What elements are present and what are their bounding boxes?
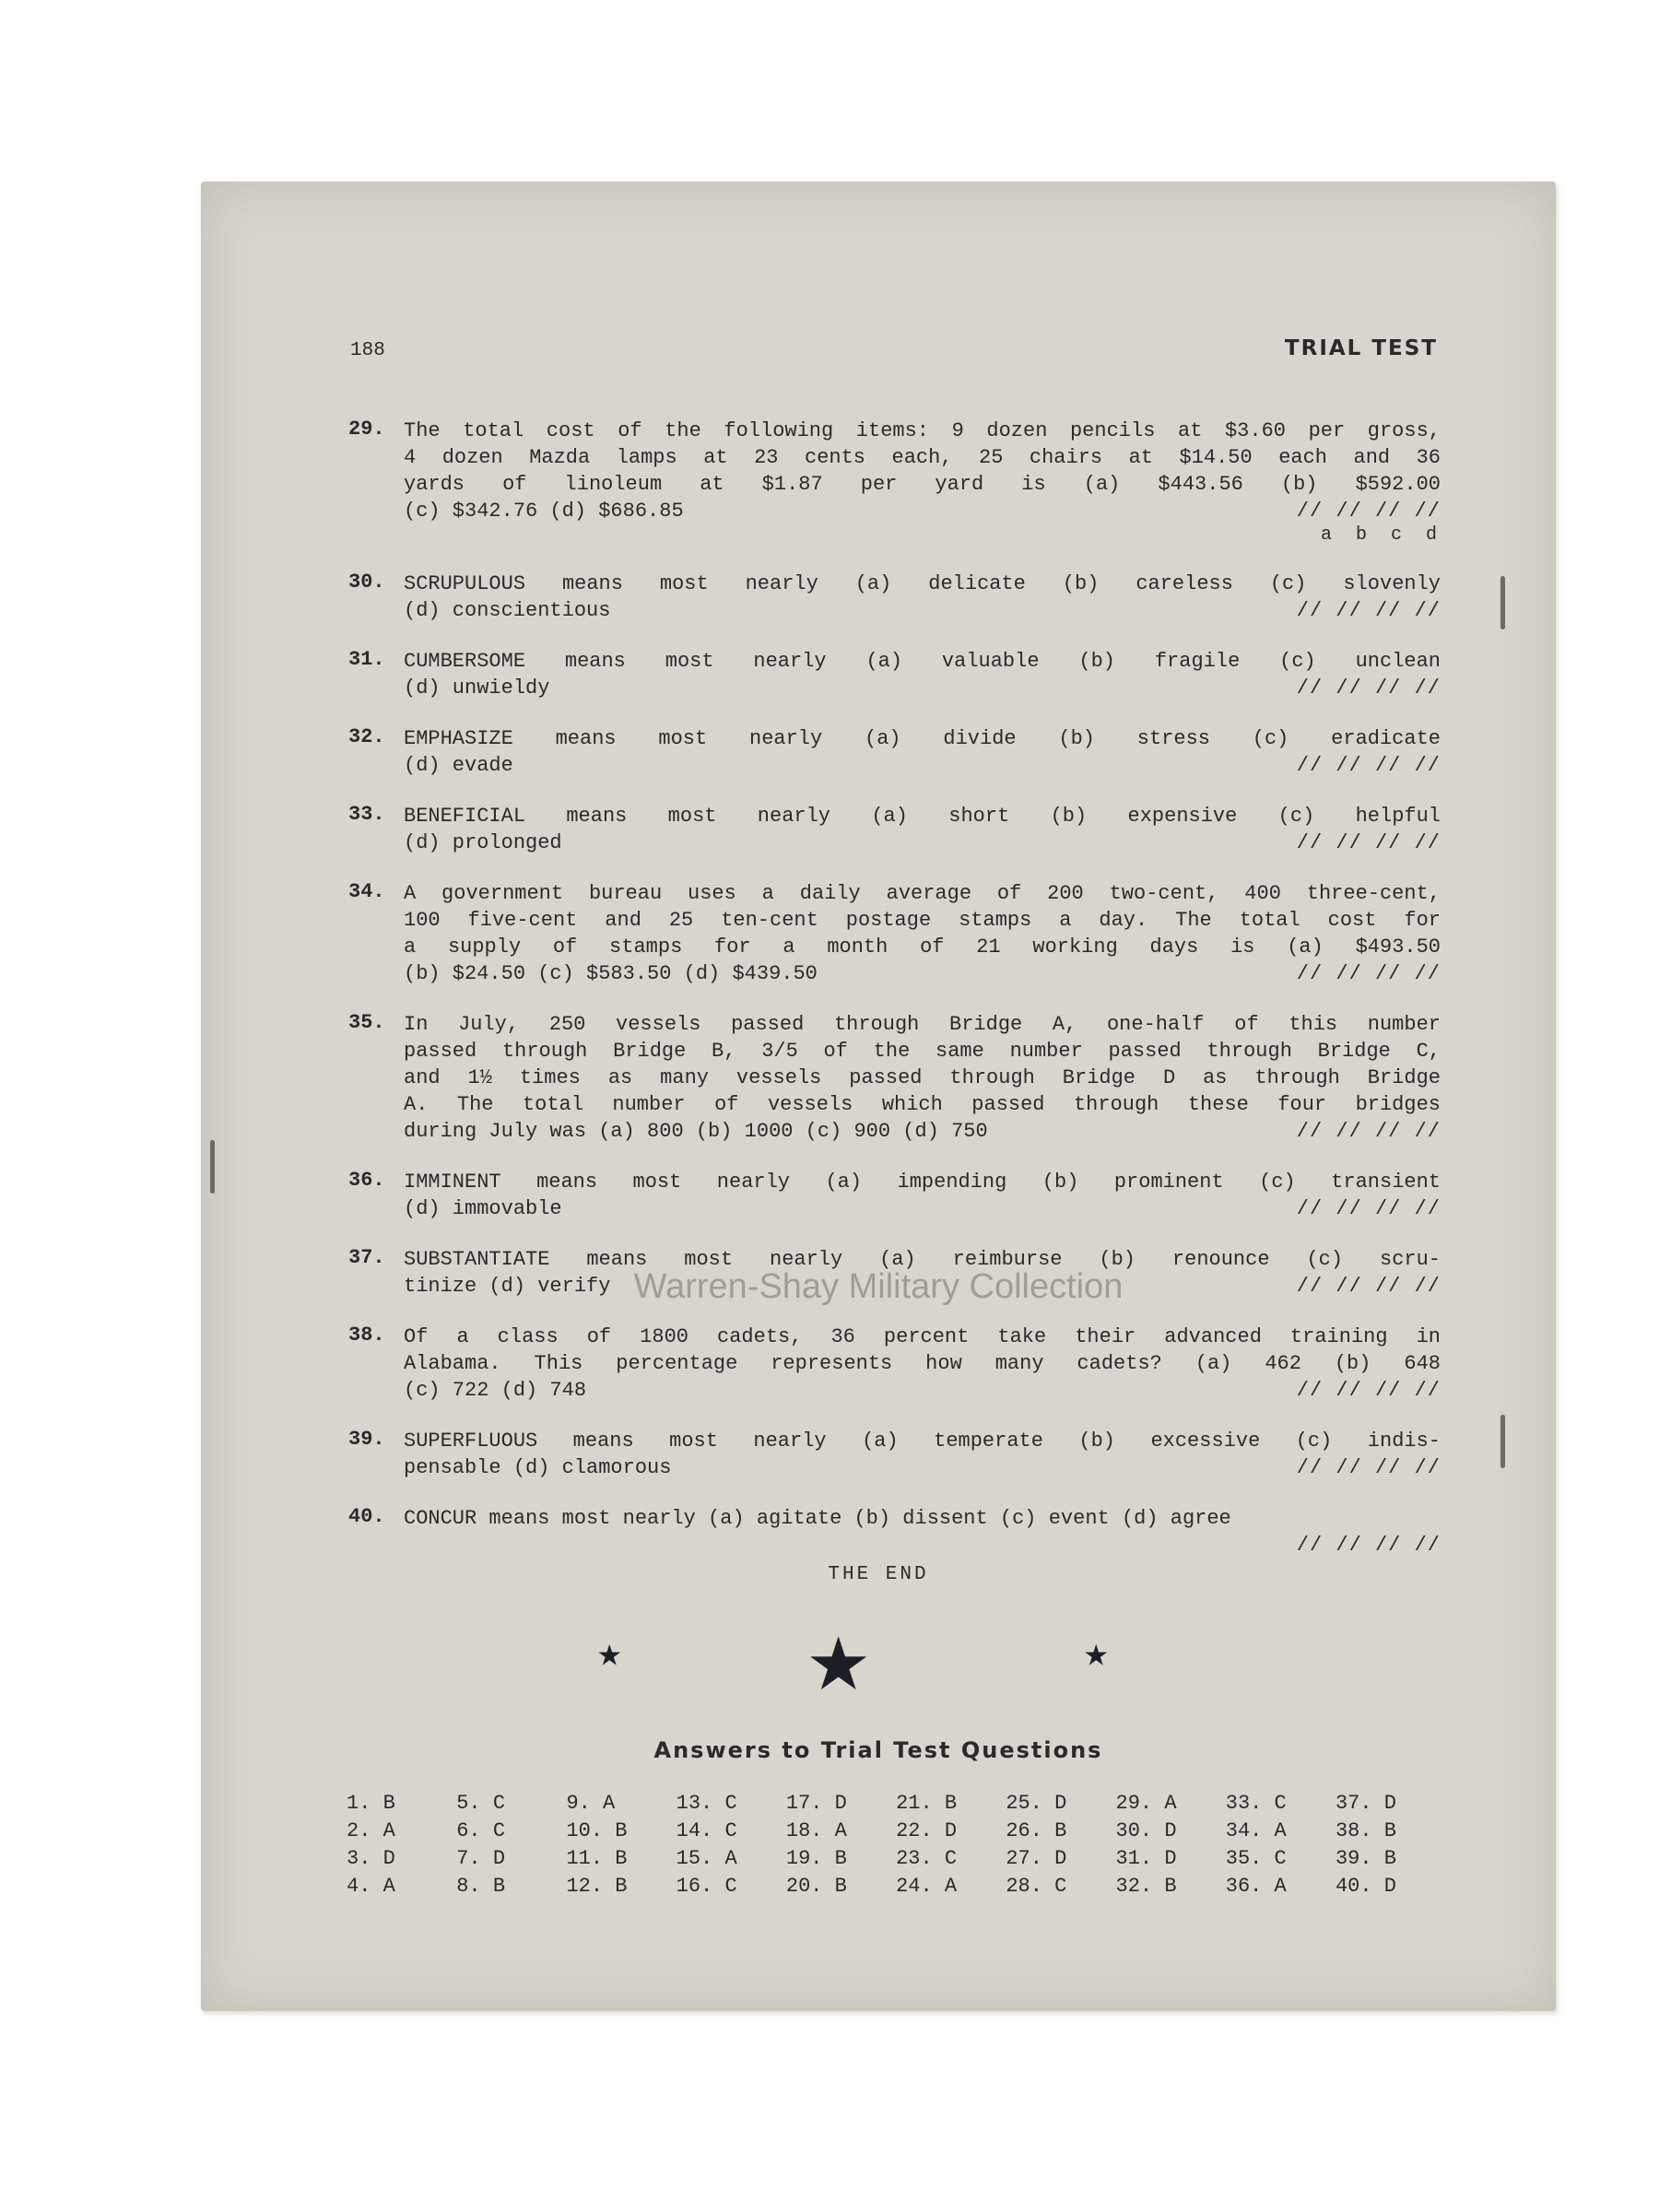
page-number: 188 <box>350 340 385 361</box>
question-number: 31. <box>348 648 385 671</box>
answer-entry: 9. A <box>566 1792 616 1815</box>
question-number: 39. <box>348 1428 385 1451</box>
question-text-line: (d) prolonged <box>404 831 562 854</box>
question-body <box>404 1011 1441 1145</box>
answer-entry: 11. B <box>566 1847 628 1870</box>
question-body <box>404 880 1441 987</box>
answer-entry: 6. C <box>456 1819 506 1842</box>
answer-entry: 18. A <box>785 1819 847 1842</box>
question-body <box>404 725 1441 779</box>
question-number: 34. <box>348 880 385 903</box>
question-text-line: (d) conscientious <box>404 599 611 622</box>
answer-entry: 27. D <box>1006 1847 1067 1870</box>
answer-row <box>347 1818 1439 1845</box>
answer-entry: 35. C <box>1225 1847 1287 1870</box>
answer-entry: 4. A <box>347 1875 395 1898</box>
answer-entry: 1. B <box>347 1792 395 1815</box>
answer-entry: 29. A <box>1115 1792 1177 1815</box>
question-item <box>348 418 1441 547</box>
staple-left <box>210 1140 215 1194</box>
answer-entry: 7. D <box>456 1847 506 1870</box>
question-number: 29. <box>348 418 385 441</box>
answer-entry: 23. C <box>896 1847 958 1870</box>
question-body <box>404 1428 1441 1481</box>
answer-entry: 12. B <box>566 1875 628 1898</box>
answer-entry: 17. D <box>785 1792 847 1815</box>
answer-row <box>347 1845 1439 1873</box>
question-item <box>348 803 1441 856</box>
question-item <box>348 1505 1441 1559</box>
answer-marks: // // // // <box>1296 754 1441 777</box>
answer-entry: 25. D <box>1006 1792 1067 1815</box>
question-text-line: Of a class of 1800 cadets, 36 percent take their advanced training in <box>404 1325 1441 1348</box>
answer-entry: 22. D <box>896 1819 958 1842</box>
question-text-line: CUMBERSOME means most nearly (a) valuable (b) fragile (c) unclean <box>404 650 1441 673</box>
question-text-line: A government bureau uses a daily average of 200 two-cent, 400 three-cent, <box>404 882 1441 905</box>
question-text-line: The total cost of the following items: 9 dozen pencils at $3.60 per gross, <box>404 419 1441 442</box>
question-body <box>404 803 1441 856</box>
large-star-center-icon: ★ <box>807 1605 870 1722</box>
answer-marks: // // // // <box>1296 962 1441 985</box>
question-body <box>404 418 1441 547</box>
answer-marks: // // // // <box>1296 831 1441 854</box>
question-list <box>348 418 1441 1583</box>
question-text-line: IMMINENT means most nearly (a) impending (b) prominent (c) transient <box>404 1171 1441 1194</box>
answer-entry: 19. B <box>785 1847 847 1870</box>
answer-entry: 33. C <box>1225 1792 1287 1815</box>
answer-entry: 13. C <box>676 1792 737 1815</box>
question-text-line: (c) $342.76 (d) $686.85 <box>404 500 684 523</box>
question-item <box>348 648 1441 701</box>
question-text-line: In July, 250 vessels passed through Bridge A, one-half of this number <box>404 1013 1441 1036</box>
question-text-line: (d) unwieldy <box>404 677 550 700</box>
question-text-line: SCRUPULOUS means most nearly (a) delicate (b) careless (c) slovenly <box>404 572 1441 595</box>
question-text-line: EMPHASIZE means most nearly (a) divide (b) stress (c) eradicate <box>404 727 1441 750</box>
question-body <box>404 1324 1441 1404</box>
answer-entry: 39. B <box>1335 1847 1396 1870</box>
question-body <box>404 1169 1441 1222</box>
answer-marks: // // // // <box>1296 1120 1441 1143</box>
question-number: 32. <box>348 725 385 748</box>
question-text-line: passed through Bridge B, 3/5 of the same number passed through Bridge C, <box>404 1040 1441 1063</box>
answer-entry: 10. B <box>566 1819 628 1842</box>
question-body <box>404 571 1441 624</box>
answer-entry: 32. B <box>1115 1875 1177 1898</box>
question-number: 40. <box>348 1505 385 1528</box>
answer-entry: 3. D <box>347 1847 395 1870</box>
star-ornament <box>201 1605 1556 1722</box>
answer-entry: 31. D <box>1115 1847 1177 1870</box>
question-text-line: a supply of stamps for a month of 21 working days is (a) $493.50 <box>404 935 1441 959</box>
answer-entry: 14. C <box>676 1819 737 1842</box>
question-number: 33. <box>348 803 385 826</box>
question-item <box>348 1011 1441 1145</box>
question-text-line: (c) 722 (d) 748 <box>404 1379 587 1402</box>
answer-entry: 30. D <box>1115 1819 1177 1842</box>
question-text-line: SUPERFLUOUS means most nearly (a) temperate (b) excessive (c) indis- <box>404 1430 1441 1453</box>
question-item <box>348 571 1441 624</box>
question-item <box>348 1428 1441 1481</box>
staple-top-right <box>1500 576 1505 629</box>
answer-entry: 21. B <box>896 1792 958 1815</box>
question-text-line: yards of linoleum at $1.87 per yard is (a) $443.56 (b) $592.00 <box>404 473 1441 496</box>
choice-letters: a b c d <box>1320 524 1437 546</box>
small-star-left-icon: ★ <box>597 1632 622 1678</box>
answer-entry: 38. B <box>1335 1819 1396 1842</box>
answer-key <box>347 1790 1439 1900</box>
question-item <box>348 725 1441 779</box>
answer-row <box>347 1873 1439 1900</box>
question-text-line: 4 dozen Mazda lamps at 23 cents each, 25 chairs at $14.50 each and 36 <box>404 446 1441 469</box>
test-page <box>201 182 1556 2011</box>
answer-entry: 5. C <box>456 1792 506 1815</box>
end-title: THE END <box>828 1564 929 1585</box>
answer-entry: 36. A <box>1225 1875 1287 1898</box>
question-text-line: tinize (d) verify <box>404 1275 611 1298</box>
answer-marks: // // // // <box>1296 1275 1441 1298</box>
answer-entry: 40. D <box>1335 1875 1396 1898</box>
question-item <box>348 880 1441 987</box>
answer-entry: 8. B <box>456 1875 506 1898</box>
question-text-line: BENEFICIAL means most nearly (a) short (b) expensive (c) helpful <box>404 805 1441 828</box>
question-text-line: SUBSTANTIATE means most nearly (a) reimburse (b) renounce (c) scru- <box>404 1248 1441 1271</box>
answer-entry: 20. B <box>785 1875 847 1898</box>
answer-marks: // // // // <box>1296 1456 1441 1479</box>
question-body <box>404 1505 1441 1559</box>
question-number: 35. <box>348 1011 385 1034</box>
section-title: TRIAL TEST <box>1284 336 1438 360</box>
answer-entry: 15. A <box>676 1847 737 1870</box>
question-text-line: (d) immovable <box>404 1197 562 1220</box>
question-text-line: A. The total number of vessels which passed through these four bridges <box>404 1093 1441 1116</box>
question-number: 38. <box>348 1324 385 1347</box>
question-text-line: and 1½ times as many vessels passed through Bridge D as through Bridge <box>404 1066 1441 1089</box>
question-item <box>348 1169 1441 1222</box>
answer-marks: // // // // <box>1296 599 1441 622</box>
answer-entry: 37. D <box>1335 1792 1396 1815</box>
question-text-line: (d) evade <box>404 754 513 777</box>
question-number: 36. <box>348 1169 385 1192</box>
answer-marks: // // // // <box>1296 1379 1441 1402</box>
question-item <box>348 1324 1441 1404</box>
answer-marks: // // // // <box>1296 677 1441 700</box>
small-star-right-icon: ★ <box>1084 1632 1109 1678</box>
answer-marks: // // // // <box>1296 1534 1441 1557</box>
answer-entry: 16. C <box>676 1875 737 1898</box>
staple-bottom-right <box>1500 1415 1505 1468</box>
question-text-line: during July was (a) 800 (b) 1000 (c) 900 (d) 750 <box>404 1120 988 1143</box>
answer-entry: 2. A <box>347 1819 395 1842</box>
answer-entry: 34. A <box>1225 1819 1287 1842</box>
question-number: 37. <box>348 1246 385 1269</box>
question-number: 30. <box>348 571 385 594</box>
answers-title: Answers to Trial Test Questions <box>653 1737 1103 1763</box>
question-text-line: pensable (d) clamorous <box>404 1456 672 1479</box>
answer-marks: // // // // <box>1296 1197 1441 1220</box>
question-text-line: Alabama. This percentage represents how many cadets? (a) 462 (b) 648 <box>404 1352 1441 1375</box>
answer-marks: // // // // <box>1296 500 1441 523</box>
question-text-line: (b) $24.50 (c) $583.50 (d) $439.50 <box>404 962 818 985</box>
answer-entry: 28. C <box>1006 1875 1067 1898</box>
answer-row <box>347 1790 1439 1818</box>
question-text-line: CONCUR means most nearly (a) agitate (b) dissent (c) event (d) agree <box>404 1507 1231 1530</box>
answer-entry: 24. A <box>896 1875 958 1898</box>
watermark: Warren-Shay Military Collection <box>633 1267 1124 1306</box>
question-body <box>404 648 1441 701</box>
answer-entry: 26. B <box>1006 1819 1067 1842</box>
question-text-line: 100 five-cent and 25 ten-cent postage stamps a day. The total cost for <box>404 909 1441 932</box>
